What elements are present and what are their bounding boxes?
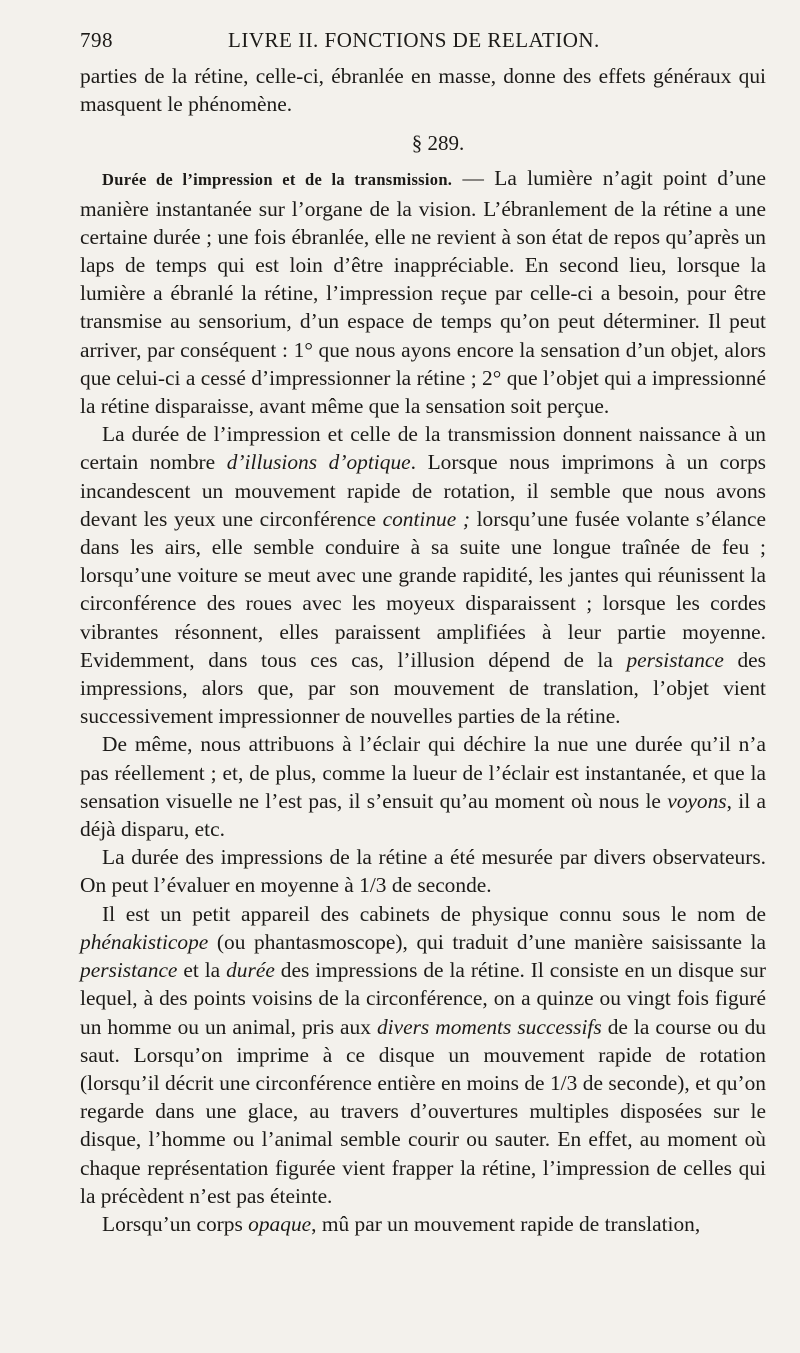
italic-term: persistance — [626, 647, 724, 672]
text-run: . Lorsque nous imprimons à un corps incandescent un mouvement rapide de rotation, il semble que nous avons devant les yeux une circonférence — [80, 450, 766, 531]
paragraph-subheading: Durée de l’impression et de la transmission. — [102, 170, 453, 190]
page-header — [80, 28, 766, 62]
italic-term: voyons — [667, 788, 727, 813]
italic-term: divers moments successifs — [376, 1014, 602, 1039]
paragraph-lightning — [80, 730, 766, 843]
text-run: de la course ou du saut. Lorsqu’on imprime à ce disque un mouvement rapide de rotation (lorsqu’il décrit une circonférence entière en moins de 1/3 de seconde), et qu’on regarde dans une glace, au travers d’ouvertures multiples disposées sur le disque, l’homme ou l’animal semble courir ou sauter. En effet, au moment où chaque représentation figurée vient frapper la rétine, l’impression de celles qui la précèdent n’est pas éteinte. — [80, 1014, 766, 1208]
italic-term: durée — [226, 958, 275, 983]
paragraph-text: La lumière n’agit point d’une manière instantanée sur l’organe de la vision. L’ébranlement de la rétine a une certaine durée ; une fois ébranlée, elle ne revient à son état de repos qu’après un laps de temps qui est loin d’être inappréciable. En second lieu, lorsque la lumière a ébranlé la rétine, l’impression reçue par celle-ci a besoin, pour être transmise au sensorium, d’un espace de temps qu’on peut déterminer. Il peut arriver, par conséquent : 1° que nous ayons encore la sensation d’un objet, alors que celui-ci a cessé d’impressionner la rétine ; 2° que l’objet qui a impressionné la rétine disparaisse, avant même que la sensation soit perçue. — [80, 166, 766, 419]
paragraph-opaque-body — [80, 1210, 766, 1238]
text-run: Lorsqu’un corps — [102, 1211, 249, 1236]
italic-term: opaque — [248, 1211, 312, 1236]
running-title: LIVRE II. FONCTIONS DE RELATION. — [228, 28, 600, 52]
text-run: Il est un petit appareil des cabinets de physique connu sous le nom de — [102, 901, 766, 926]
section-heading — [80, 128, 766, 158]
paragraph-phenakisticope — [80, 900, 766, 1210]
paragraph-duration — [80, 164, 766, 420]
body-text — [80, 62, 766, 1238]
page-number: 798 — [80, 28, 113, 52]
section-number: § 289. — [411, 131, 465, 156]
paragraph-illusions — [80, 420, 766, 730]
text-run: des impressions de la rétine. Il consiste en un disque sur lequel, à des points voisins de la circonférence, on a quinze ou vingt fois figuré un homme ou un animal, pris aux — [80, 958, 766, 1039]
paragraph-continuation: parties de la rétine, celle-ci, ébranlée en masse, donne des effets généraux qui masquent le phénomène. — [80, 64, 766, 117]
text-run: , mû par un mouvement rapide de translation, — [311, 1211, 701, 1236]
italic-term: d’illusions d’optique — [226, 450, 411, 475]
italic-term: phénakisticope — [80, 929, 209, 954]
text-run: La durée de l’impression et celle de la transmission donnent naissance à un certain nombre — [80, 422, 766, 475]
text-run: des impressions, alors que, par son mouvement de translation, l’objet vient successivement impressionner de nouvelles parties de la rétine. — [80, 647, 766, 729]
text-run: De même, nous attribuons à l’éclair qui déchire la nue une durée qu’il n’a pas réellement ; et, de plus, comme la lueur de l’éclair est instantanée, et que la sensation visuelle ne l’est pas, il s’ensuit qu’au moment où nous le — [80, 732, 766, 813]
italic-term: continue ; — [382, 506, 470, 531]
paragraph-measurement: La durée des impressions de la rétine a été mesurée par divers observateurs. On peut l’évaluer en moyenne à 1/3 de seconde. — [80, 845, 766, 898]
text-run: lorsqu’une fusée volante s’élance dans les airs, elle semble conduire à sa suite une longue traînée de feu ; lorsqu’une voiture se meut avec une grande rapidité, les jantes qui réunissent la circonférence des roues avec les moyeux disparaissent ; lorsque les cordes vibrantes résonnent, elles paraissent amplifiées à leur partie moyenne. Evidemment, dans tous ces cas, l’illusion dépend de la — [80, 506, 766, 672]
text-run: (ou phantasmoscope), qui traduit d’une manière saisissante la — [208, 929, 766, 954]
text-run: , il a déjà disparu, etc. — [80, 788, 766, 842]
italic-term: persistance — [80, 958, 178, 983]
em-dash: — — [452, 166, 495, 191]
text-run: et la — [177, 958, 227, 983]
